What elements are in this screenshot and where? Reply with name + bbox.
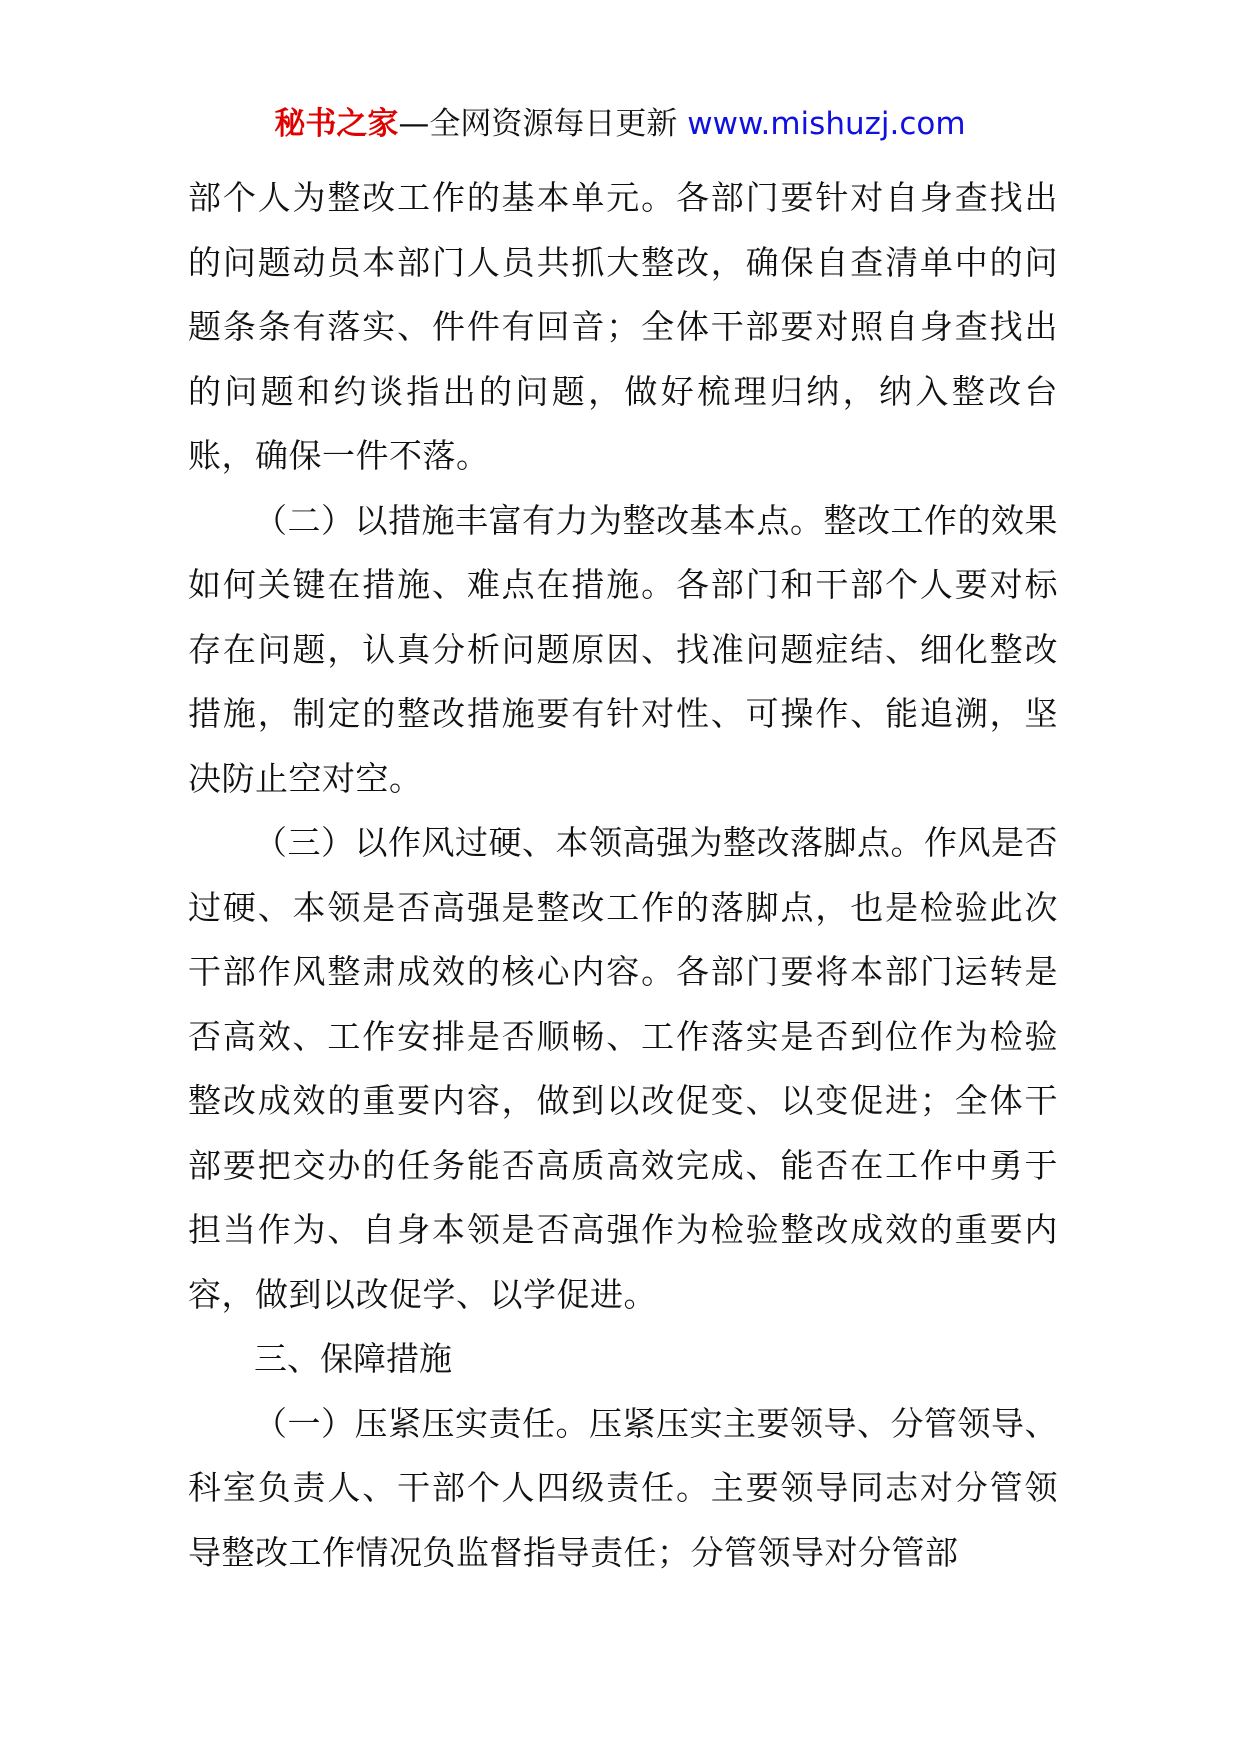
- website-url: www.mishuzj.com: [687, 106, 966, 142]
- section-heading-safeguards: 三、保障措施: [254, 1339, 452, 1378]
- paragraph-continuation: 部个人为整改工作的基本单元。各部门要针对自身查找出的问题动员本部门人员共抓大整改，确保自查清单中的问题条条有落实、件件有回音；全体干部要对照自身查找出的问题和约谈指出的问题，做好梳理归纳，纳入整改台账，确保一件不落。: [188, 178, 1058, 475]
- paragraph-section-3: （三）以作风过硬、本领高强为整改落脚点。作风是否过硬、本领是否高强是整改工作的落脚点，也是检验此次干部作风整肃成效的核心内容。各部门要将本部门运转是否高效、工作安排是否顺畅、工作落实是否到位作为检验整改成效的重要内容，做到以改促变、以变促进；全体干部要把交办的任务能否高质高效完成、能否在工作中勇于担当作为、自身本领是否高强作为检验整改成效的重要内容，做到以改促学、以学促进。: [188, 823, 1058, 1314]
- brand-name: 秘书之家: [274, 106, 399, 142]
- header-tagline: —全网资源每日更新: [398, 106, 688, 142]
- paragraph-safeguard-1: （一）压紧压实责任。压紧压实主要领导、分管领导、科室负责人、干部个人四级责任。主要领导同志对分管领导整改工作情况负监督指导责任；分管领导对分管部: [188, 1403, 1058, 1572]
- page-header: [0, 100, 1240, 148]
- paragraph-section-2: （二）以措施丰富有力为整改基本点。整改工作的效果如何关键在措施、难点在措施。各部门和干部个人要对标存在问题，认真分析问题原因、找准问题症结、细化整改措施，制定的整改措施要有针对性、可操作、能追溯，坚决防止空对空。: [188, 500, 1058, 798]
- document-body: [188, 166, 1058, 1585]
